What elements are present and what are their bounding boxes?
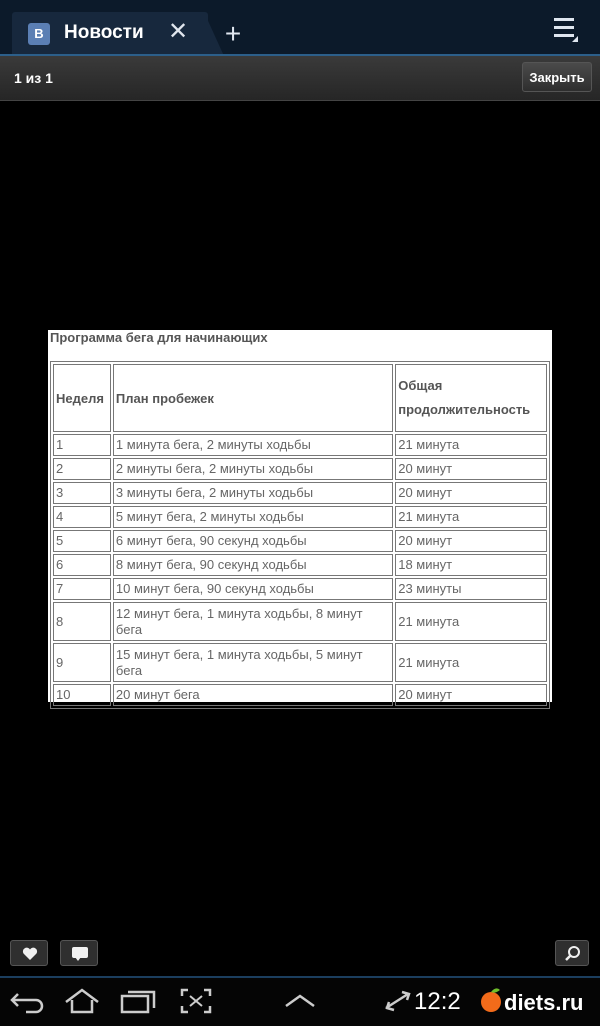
cell-plan: 8 минут бега, 90 секунд ходьбы bbox=[113, 554, 393, 576]
tab-news[interactable] bbox=[12, 12, 208, 56]
cell-total: 20 минут bbox=[395, 482, 547, 504]
zoom-icon bbox=[556, 941, 590, 967]
header-total bbox=[395, 364, 547, 432]
cell-week: 5 bbox=[53, 530, 111, 552]
cell-total: 21 минута bbox=[395, 434, 547, 456]
cell-week: 4 bbox=[53, 506, 111, 528]
cell-plan: 15 минут бега, 1 минута ходьбы, 5 минут бега bbox=[113, 643, 393, 682]
up-chevron-icon[interactable] bbox=[280, 986, 320, 1016]
watermark-text: diets.ru bbox=[504, 990, 584, 1015]
system-nav-bar bbox=[0, 976, 600, 1026]
table-row bbox=[53, 506, 547, 528]
table-row bbox=[53, 643, 547, 682]
viewed-image[interactable] bbox=[48, 330, 552, 702]
cell-week: 7 bbox=[53, 578, 111, 600]
vk-logo-icon: В bbox=[28, 23, 50, 45]
cell-total: 21 минута bbox=[395, 602, 547, 641]
header-total-line1: Общая bbox=[398, 378, 443, 393]
image-title: Программа бега для начинающих bbox=[50, 330, 268, 345]
header-plan: План пробежек bbox=[113, 364, 393, 432]
cell-total: 23 минуты bbox=[395, 578, 547, 600]
cell-total: 21 минута bbox=[395, 643, 547, 682]
like-button[interactable] bbox=[10, 940, 48, 966]
orange-icon bbox=[478, 986, 504, 1014]
cell-week: 3 bbox=[53, 482, 111, 504]
cell-total: 21 минута bbox=[395, 506, 547, 528]
table-row bbox=[53, 578, 547, 600]
menu-icon[interactable] bbox=[552, 16, 582, 44]
cell-total: 20 минут bbox=[395, 458, 547, 480]
cell-week: 9 bbox=[53, 643, 111, 682]
browser-tab-bar bbox=[0, 0, 600, 56]
cell-plan: 10 минут бега, 90 секунд ходьбы bbox=[113, 578, 393, 600]
cell-plan: 20 минут бега bbox=[113, 684, 393, 706]
cell-plan: 12 минут бега, 1 минута ходьбы, 8 минут бега bbox=[113, 602, 393, 641]
table-row bbox=[53, 684, 547, 706]
home-icon[interactable] bbox=[62, 986, 102, 1016]
cell-week: 1 bbox=[53, 434, 111, 456]
table-row bbox=[53, 554, 547, 576]
table-row bbox=[53, 458, 547, 480]
image-viewer-bar bbox=[0, 56, 600, 101]
back-icon[interactable] bbox=[8, 986, 48, 1016]
header-total-line2: продолжительность bbox=[398, 402, 531, 417]
page-counter: 1 из 1 bbox=[14, 70, 53, 86]
close-tab-icon[interactable]: ✕ bbox=[168, 18, 189, 45]
cell-total: 18 минут bbox=[395, 554, 547, 576]
recent-apps-icon[interactable] bbox=[118, 986, 158, 1016]
tab-title: Новости bbox=[64, 22, 144, 43]
running-program-table bbox=[50, 361, 550, 709]
table-row bbox=[53, 530, 547, 552]
cell-plan: 1 минута бега, 2 минуты ходьбы bbox=[113, 434, 393, 456]
heart-icon bbox=[22, 947, 38, 961]
cell-week: 6 bbox=[53, 554, 111, 576]
cell-plan: 5 минут бега, 2 минуты ходьбы bbox=[113, 506, 393, 528]
table-row bbox=[53, 602, 547, 641]
header-week: Неделя bbox=[53, 364, 111, 432]
cell-week: 10 bbox=[53, 684, 111, 706]
table-header-row bbox=[53, 364, 547, 432]
screenshot-icon[interactable] bbox=[176, 986, 216, 1016]
cell-plan: 6 минут бега, 90 секунд ходьбы bbox=[113, 530, 393, 552]
cell-week: 8 bbox=[53, 602, 111, 641]
table-row bbox=[53, 434, 547, 456]
cell-week: 2 bbox=[53, 458, 111, 480]
new-tab-icon[interactable]: + bbox=[224, 18, 242, 49]
zoom-button[interactable] bbox=[555, 940, 589, 966]
cell-plan: 3 минуты бега, 2 минуты ходьбы bbox=[113, 482, 393, 504]
comment-button[interactable] bbox=[60, 940, 98, 966]
cell-plan: 2 минуты бега, 2 минуты ходьбы bbox=[113, 458, 393, 480]
cell-total: 20 минут bbox=[395, 684, 547, 706]
status-clock: 12:2 bbox=[414, 988, 461, 1015]
comment-icon bbox=[72, 947, 88, 958]
sync-icon bbox=[378, 986, 418, 1016]
table-row bbox=[53, 482, 547, 504]
close-button[interactable]: Закрыть bbox=[522, 62, 592, 92]
cell-total: 20 минут bbox=[395, 530, 547, 552]
